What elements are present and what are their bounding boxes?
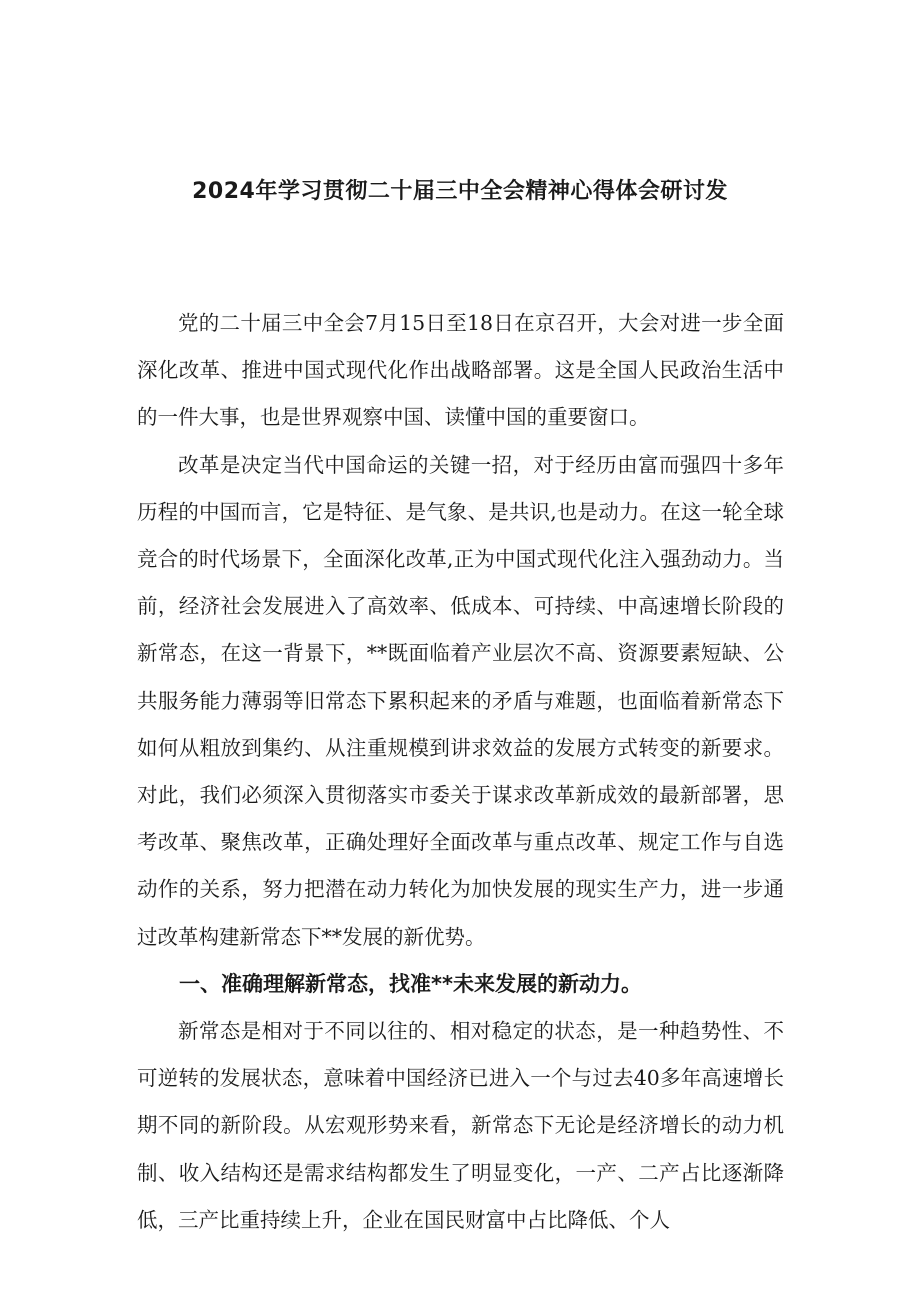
paragraph-reform: 改革是决定当代中国命运的关键一招，对于经历由富而强四十多年历程的中国而言，它是特征、是气象、是共识,也是动力。在这一轮全球竞合的时代场景下，全面深化改革,正为中国式现代化注入强劲动力。当前，经济社会发展进入了高效率、低成本、可持续、中高速增长阶段的新常态，在这一背景下，**既面临着产业层次不高、资源要素短缺、公共服务能力薄弱等旧常态下累积起来的矛盾与难题，也面临着新常态下如何从粗放到集约、从注重规模到讲求效益的发展方式转变的新要求。对此，我们必须深入贯彻落实市委关于谋求改革新成效的最新部署，思考改革、聚焦改革，正确处理好全面改革与重点改革、规定工作与自选动作的关系，努力把潜在动力转化为加快发展的现实生产力，进一步通过改革构建新常态下**发展的新优势。 — [137, 452, 784, 949]
paragraph-new-normal: 新常态是相对于不同以往的、相对稳定的状态，是一种趋势性、不可逆转的发展状态，意味着中国经济已进入一个与过去40多年高速增长期不同的新阶段。从宏观形势来看，新常态下无论是经济增长的动力机制、收入结构还是需求结构都发生了明显变化，一产、二产占比逐渐降低，三产比重持续上升，企业在国民财富中占比降低、个人 — [137, 1019, 784, 1232]
paragraph-intro: 党的二十届三中全会7月15日至18日在京召开，大会对进一步全面深化改革、推进中国式现代化作出战略部署。这是全国人民政治生活中的一件大事，也是世界观察中国、读懂中国的重要窗口。 — [137, 311, 784, 430]
document-title: 2024年学习贯彻二十届三中全会精神心得体会研讨发 — [192, 179, 728, 204]
document-body — [137, 300, 784, 1244]
section-heading: 一、准确理解新常态，找准**未来发展的新动力。 — [179, 971, 642, 996]
